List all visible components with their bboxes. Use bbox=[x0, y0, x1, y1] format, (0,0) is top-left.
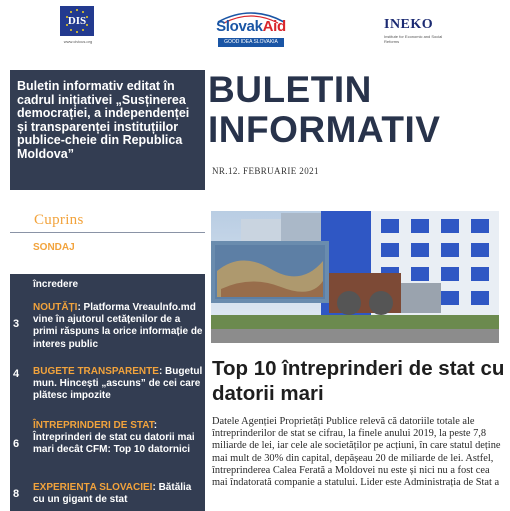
bulletin-title bbox=[208, 70, 508, 150]
toc-item-label: : Bătălia cu un gigant de stat bbox=[33, 482, 192, 506]
dis-logo-mark bbox=[60, 6, 94, 36]
slovakaid-name bbox=[208, 18, 294, 35]
building-photo-icon bbox=[211, 211, 499, 343]
toc-section: NOUTĂȚI bbox=[33, 302, 78, 313]
ineko-logo bbox=[384, 17, 454, 43]
ineko-subtitle: Institute for Economic and Social Reforms bbox=[384, 34, 443, 44]
toc-item-text bbox=[33, 242, 203, 291]
toc-page-number: 8 bbox=[13, 488, 20, 500]
title-line-1: BULETIN bbox=[208, 69, 372, 110]
dis-logo-url: www.civicus.org bbox=[63, 39, 93, 44]
slovakaid-tagline: GOOD IDEA SLOVAKIA bbox=[218, 38, 284, 47]
title-line-2: INFORMATIV bbox=[208, 109, 441, 150]
toc-item-text bbox=[33, 482, 203, 506]
article-headline: Top 10 întreprinderi de stat cu datorii mari bbox=[212, 357, 505, 405]
toc-page-number: 3 bbox=[13, 318, 20, 330]
dis-logo-text: DIS bbox=[67, 15, 87, 27]
toc-page-number: 2 bbox=[13, 259, 20, 271]
slovakaid-name-part2: Aid bbox=[262, 18, 286, 35]
toc-item-text bbox=[33, 302, 203, 351]
toc-section: SONDAJ bbox=[33, 242, 75, 253]
toc-item-label: : Biserica, Primăria și Președinția - instituțiile în care moldovenii au cea mai mare încredere bbox=[33, 242, 179, 290]
toc-rule bbox=[10, 232, 205, 233]
sidebar bbox=[10, 70, 205, 511]
toc-section: ÎNTREPRINDERI DE STAT bbox=[33, 420, 154, 431]
slovakaid-logo bbox=[208, 8, 294, 48]
toc-page-number: 6 bbox=[13, 438, 20, 450]
toc-section: EXPERIENȚA SLOVACIEI bbox=[33, 482, 153, 493]
toc-item-text bbox=[33, 420, 203, 457]
toc-item-label: : Bugetul mun. Hincești „ascuns” de cei care plătesc impozite bbox=[33, 366, 203, 402]
ineko-name: INEKO bbox=[384, 17, 434, 32]
toc-page-number: 4 bbox=[13, 368, 20, 380]
cover-photo bbox=[211, 211, 499, 343]
article-body: Datele Agenției Proprietăți Publice relevă că datoriile totale ale întreprinderilor de stat se cifrau, la finele anului 2019, la peste 7,8 miliarde de lei, iar cele ale societăților pe acțiuni, în care statul deține mai mult de 30% din capital, depășeau 20 de miliarde de lei. Astfel, întreprinderea Calea Ferată a Moldovei nu este și nici nu a fost cea mai îndatorată companie a statului. Lider este Administrația de Stat a bbox=[212, 416, 501, 489]
toc-title: Cuprins bbox=[34, 212, 84, 228]
toc-item-label: : Întreprinderi de stat cu datorii mai mari decât CFM: Top 10 datornici bbox=[33, 420, 195, 456]
toc-item-text bbox=[33, 366, 203, 403]
toc-section: BUGETE TRANSPARENTE bbox=[33, 366, 159, 377]
dis-logo bbox=[58, 6, 98, 50]
intro-text: Buletin informativ editat în cadrul inițiativei „Susținerea democrației, a independenței și transparenței instituțiilor publice-cheie din Republica Moldova” bbox=[17, 79, 190, 161]
issue-label: NR.12. FEBRUARIE 2021 bbox=[212, 166, 319, 176]
toc-item-label: : Platforma Vreaulnfo.md vine în ajutorul cetățenilor de a primi răspuns la orice informație de interes public bbox=[33, 302, 203, 350]
slovakaid-name-part1: Slovak bbox=[216, 18, 263, 35]
